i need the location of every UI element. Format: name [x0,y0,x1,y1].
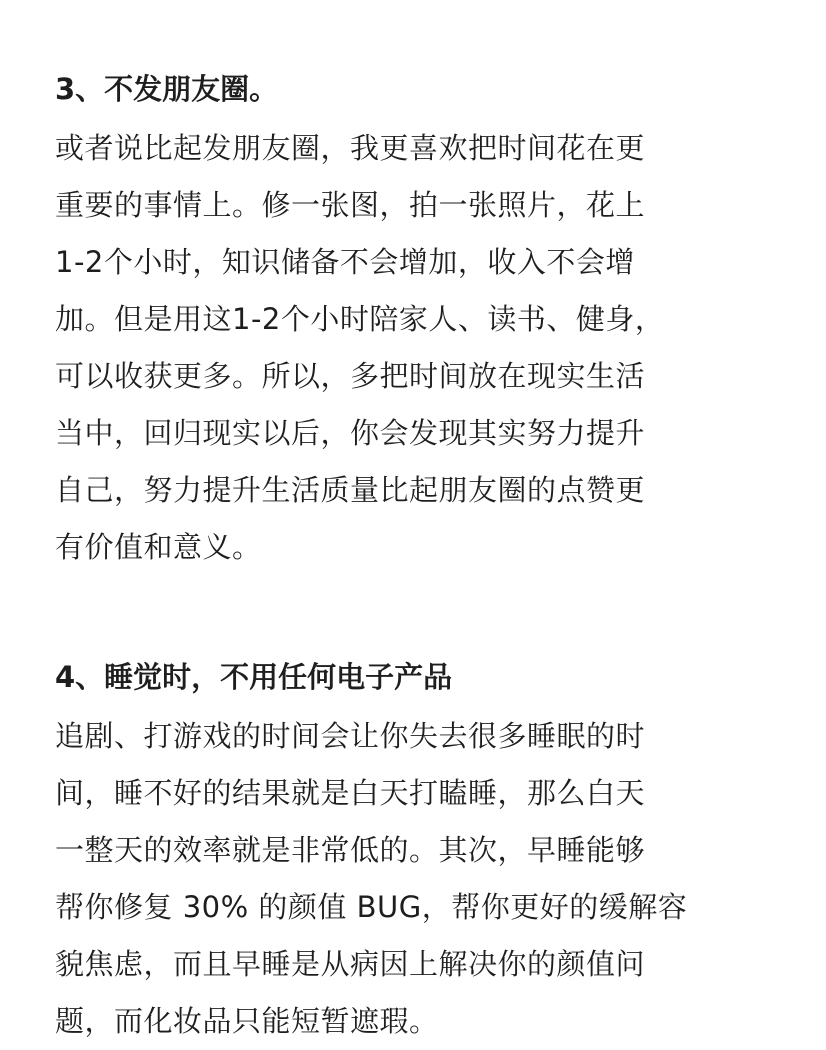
section-body [55,708,775,1050]
paragraph-line: 1-2个小时，知识储备不会增加，收入不会增 [55,245,635,279]
paragraph-line: 当中，回归现实以后，你会发现其实努力提升 [55,416,646,450]
section-4 [55,646,775,1050]
paragraph-line: 貌焦虑，而且早睡是从病因上解决你的颜值问 [55,947,646,981]
article [55,58,775,1050]
paragraph-line: 题，而化妆品只能短暂遮瑕。 [55,1004,439,1038]
paragraph-line: 或者说比起发朋友圈，我更喜欢把时间花在更 [55,131,646,165]
paragraph-line: 帮你修复 30% 的颜值 BUG，帮你更好的缓解容 [55,890,688,924]
paragraph-line: 自己，努力提升生活质量比起朋友圈的点赞更 [55,473,646,507]
paragraph-line: 有价值和意义。 [55,530,262,564]
paragraph-line: 加。但是用这1-2个小时陪家人、读书、健身， [55,302,665,336]
section-spacer [55,576,775,646]
paragraph-line: 可以收获更多。所以，多把时间放在现实生活 [55,359,646,393]
section-body [55,120,775,576]
paragraph-line: 一整天的效率就是非常低的。其次，早睡能够 [55,833,646,867]
section-heading: 4、睡觉时，不用任何电子产品 [55,660,453,694]
section-3 [55,58,775,576]
section-heading: 3、不发朋友圈。 [55,72,279,106]
paragraph-line: 重要的事情上。修一张图，拍一张照片，花上 [55,188,646,222]
paragraph-line: 追剧、打游戏的时间会让你失去很多睡眠的时 [55,719,646,753]
paragraph-line: 间，睡不好的结果就是白天打瞌睡，那么白天 [55,776,646,810]
